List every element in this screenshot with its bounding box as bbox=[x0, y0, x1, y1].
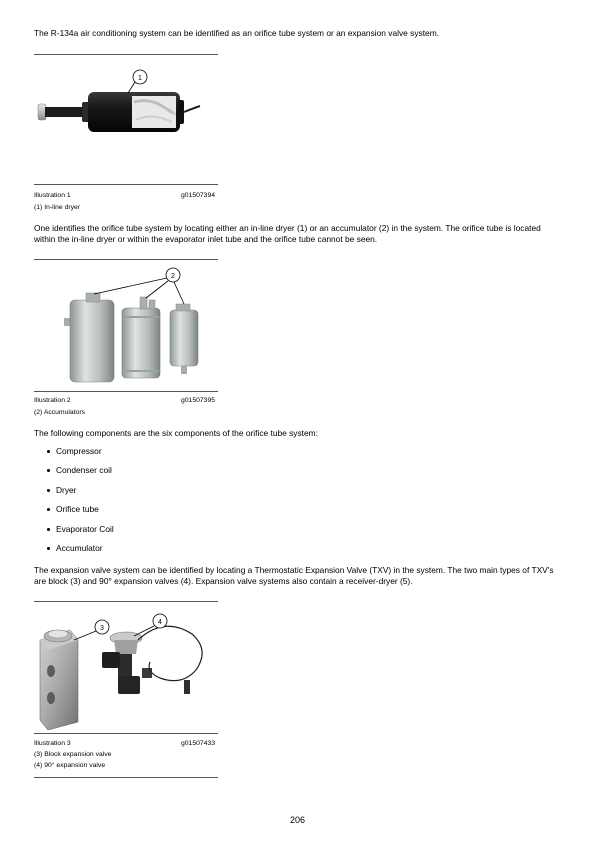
page-number: 206 bbox=[289, 815, 306, 825]
bullet-icon bbox=[47, 508, 50, 511]
list-item: Evaporator Coil bbox=[34, 524, 114, 543]
figure-2-code: g01507395 bbox=[181, 397, 216, 404]
list-item: Accumulator bbox=[34, 543, 114, 562]
list-item: Dryer bbox=[34, 485, 114, 504]
figure-3-caption-2: (4) 90° expansion valve bbox=[34, 762, 106, 769]
bullet-icon bbox=[47, 528, 50, 531]
figure-3-code: g01507433 bbox=[181, 740, 216, 747]
expansion-valves-illustration bbox=[34, 606, 218, 730]
callout-4: 4 bbox=[158, 619, 162, 626]
callout-1: 1 bbox=[138, 75, 142, 82]
callout-2: 2 bbox=[171, 273, 175, 280]
figure-1-image bbox=[34, 62, 218, 180]
figure-2-top-rule bbox=[34, 259, 218, 260]
list-item: Orifice tube bbox=[34, 504, 114, 523]
orifice-paragraph: One identifies the orifice tube system by locating either an in-line dryer (1) or an accumulator (2) in the system. The orifice tube is located within the in-line dryer or within the evaporator inlet tube and the orifice tube cannot be seen. bbox=[34, 223, 541, 244]
intro-paragraph: The R-134a air conditioning system can be identified as an orifice tube system or an expansion valve system. bbox=[34, 28, 440, 38]
components-intro: The following components are the six components of the orifice tube system: bbox=[34, 428, 318, 438]
bullet-icon bbox=[47, 469, 50, 472]
figure-1-code: g01507394 bbox=[181, 192, 216, 199]
figure-3-end-rule bbox=[34, 777, 218, 778]
figure-2-label: Illustration 2 bbox=[34, 397, 71, 404]
figure-3-bottom-rule bbox=[34, 733, 218, 734]
figure-1-top-rule bbox=[34, 54, 218, 55]
figure-2-caption: (2) Accumulators bbox=[34, 409, 85, 416]
expansion-paragraph: The expansion valve system can be identified by locating a Thermostatic Expansion Valve (TXV) in the system. The two main types of TXV's are block (3) and 90° expansion valves (4). Expansion valve systems also contain a receiver-dryer (5). bbox=[34, 565, 554, 586]
figure-2-image bbox=[34, 264, 218, 388]
figure-3-caption-1: (3) Block expansion valve bbox=[34, 751, 112, 758]
figure-3-label: Illustration 3 bbox=[34, 740, 71, 747]
figure-2-bottom-rule bbox=[34, 391, 218, 392]
components-list bbox=[34, 446, 114, 562]
bullet-icon bbox=[47, 489, 50, 492]
list-item: Compressor bbox=[34, 446, 114, 465]
list-item: Condenser coil bbox=[34, 465, 114, 484]
figure-3-top-rule bbox=[34, 601, 218, 602]
callout-3: 3 bbox=[100, 625, 104, 632]
bullet-icon bbox=[47, 450, 50, 453]
figure-3-image bbox=[34, 606, 218, 730]
inline-dryer-illustration bbox=[34, 62, 218, 180]
figure-1-bottom-rule bbox=[34, 184, 218, 185]
figure-1-label: Illustration 1 bbox=[34, 192, 71, 199]
figure-1-caption: (1) In-line dryer bbox=[34, 204, 81, 211]
accumulators-illustration bbox=[34, 264, 218, 388]
bullet-icon bbox=[47, 547, 50, 550]
